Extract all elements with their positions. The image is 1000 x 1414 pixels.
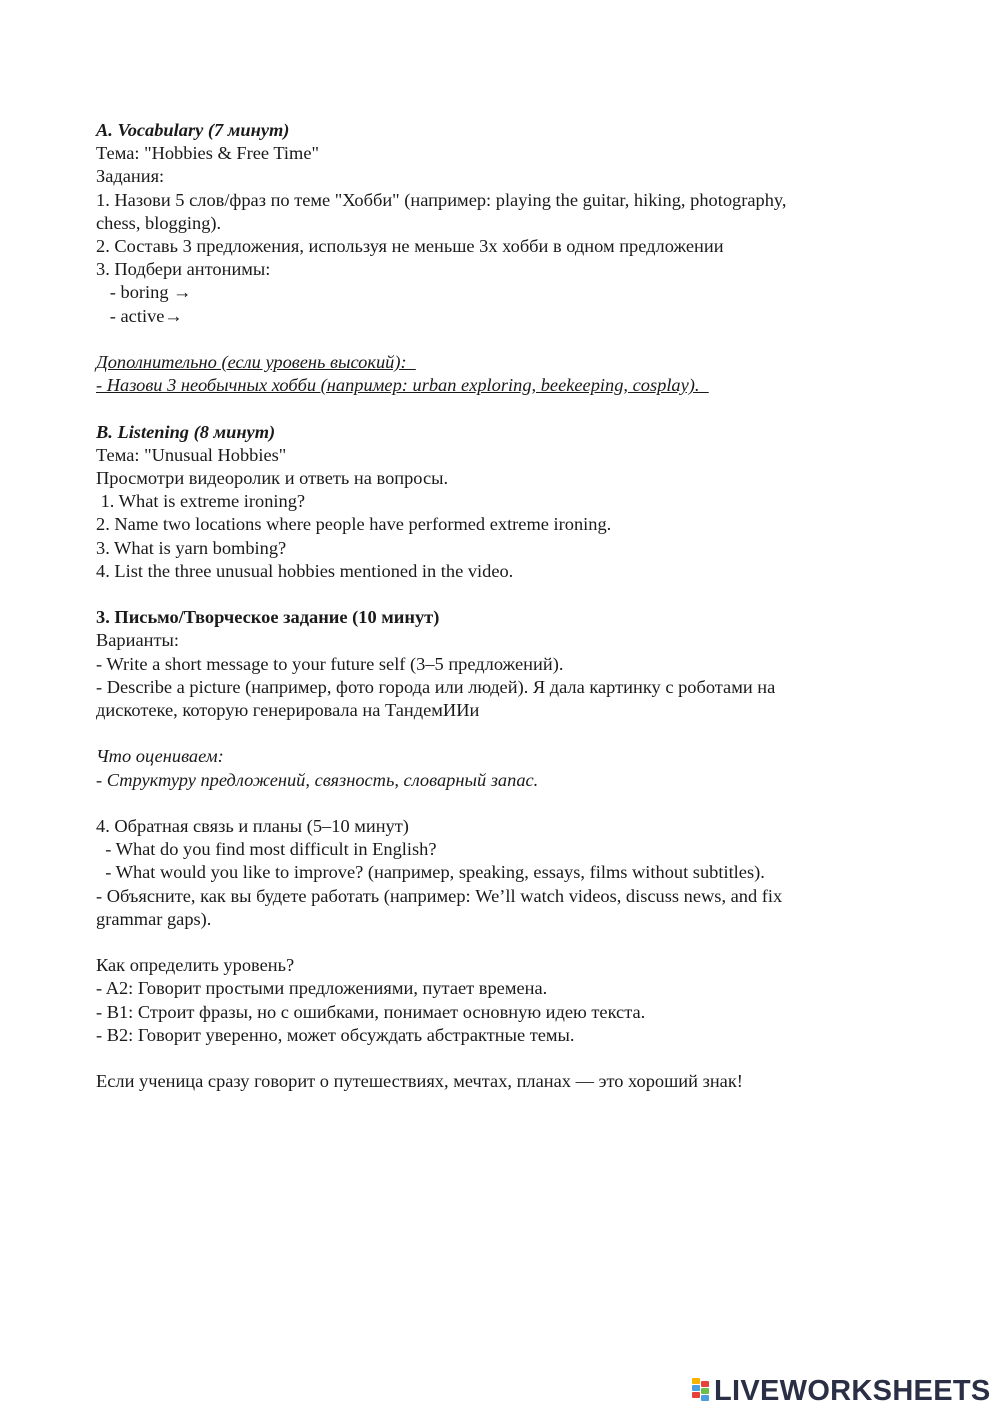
spacer <box>96 1047 876 1070</box>
listening-instruction: Просмотри видеоролик и ответь на вопросы. <box>96 468 449 489</box>
spacer <box>96 792 876 815</box>
listening-question-3: 3. What is yarn bombing? <box>96 537 287 558</box>
level-b1: - B1: Строит фразы, но с ошибками, понимает основную идею текста. <box>96 1001 646 1022</box>
vocabulary-heading: A. Vocabulary (7 минут) <box>96 120 290 140</box>
spacer <box>96 328 876 351</box>
vocabulary-topic: Тема: "Hobbies & Free Time" <box>96 143 319 164</box>
logo-text: LIVEWORKSHEETS <box>714 1375 991 1407</box>
vocabulary-extra-task: - Назови 3 необычных хобби (например: urban exploring, beekeeping, cosplay). <box>96 375 709 396</box>
listening-heading: B. Listening (8 минут) <box>96 421 276 442</box>
spacer <box>96 583 876 606</box>
liveworksheets-logo[interactable] <box>692 1376 991 1406</box>
evaluate-text: - Структуру предложений, связность, словарный запас. <box>96 769 539 790</box>
writing-heading: 3. Письмо/Творческое задание (10 минут) <box>96 607 440 628</box>
listening-question-1: 1. What is extreme ironing? <box>96 491 306 512</box>
feedback-question-2: - What would you like to improve? (например, speaking, essays, films without subtitles). <box>96 862 765 883</box>
feedback-explain-line2: grammar gaps). <box>96 908 212 929</box>
writing-option-2-line1: - Describe a picture (например, фото города или людей). Я дала картинку с роботами на <box>96 676 776 697</box>
vocabulary-task3: 3. Подбери антонимы: <box>96 259 271 280</box>
antonym-active: - active→ <box>96 305 183 326</box>
feedback-heading: 4. Обратная связь и планы (5–10 минут) <box>96 816 409 837</box>
liveworksheets-logo-icon <box>692 1378 710 1404</box>
feedback-question-1: - What do you find most difficult in English? <box>96 839 437 860</box>
vocabulary-tasks-label: Задания: <box>96 166 165 187</box>
vocabulary-task2: 2. Составь 3 предложения, используя не меньше 3х хобби в одном предложении <box>96 236 724 257</box>
writing-option-1: - Write a short message to your future self (3–5 предложений). <box>96 653 564 674</box>
listening-question-4: 4. List the three unusual hobbies mentioned in the video. <box>96 560 514 581</box>
listening-topic: Тема: "Unusual Hobbies" <box>96 444 287 465</box>
vocabulary-task1-line2: chess, blogging). <box>96 212 222 233</box>
level-conclusion: Если ученица сразу говорит о путешествиях, мечтах, планах — это хороший знак! <box>96 1071 743 1092</box>
listening-question-2: 2. Name two locations where people have performed extreme ironing. <box>96 514 612 535</box>
vocabulary-task1-line1: 1. Назови 5 слов/фраз по теме "Хобби" (например: playing the guitar, hiking, photography, <box>96 189 787 210</box>
antonym-boring: - boring → <box>96 282 192 303</box>
level-b2: - B2: Говорит уверенно, может обсуждать абстрактные темы. <box>96 1024 575 1045</box>
spacer <box>96 397 876 420</box>
level-heading: Как определить уровень? <box>96 955 295 976</box>
spacer <box>96 931 876 954</box>
worksheet-content <box>96 119 876 1093</box>
vocabulary-extra-label: Дополнительно (если уровень высокий): <box>96 352 416 373</box>
writing-options-label: Варианты: <box>96 630 179 651</box>
spacer <box>96 722 876 745</box>
level-a2: - A2: Говорит простыми предложениями, путает времена. <box>96 978 548 999</box>
evaluate-label: Что оцениваем: <box>96 746 224 767</box>
feedback-explain-line1: - Объясните, как вы будете работать (например: We’ll watch videos, discuss news, and fix <box>96 885 783 906</box>
writing-option-2-line2: дискотеке, которую генерировала на ТандемИИи <box>96 700 480 721</box>
